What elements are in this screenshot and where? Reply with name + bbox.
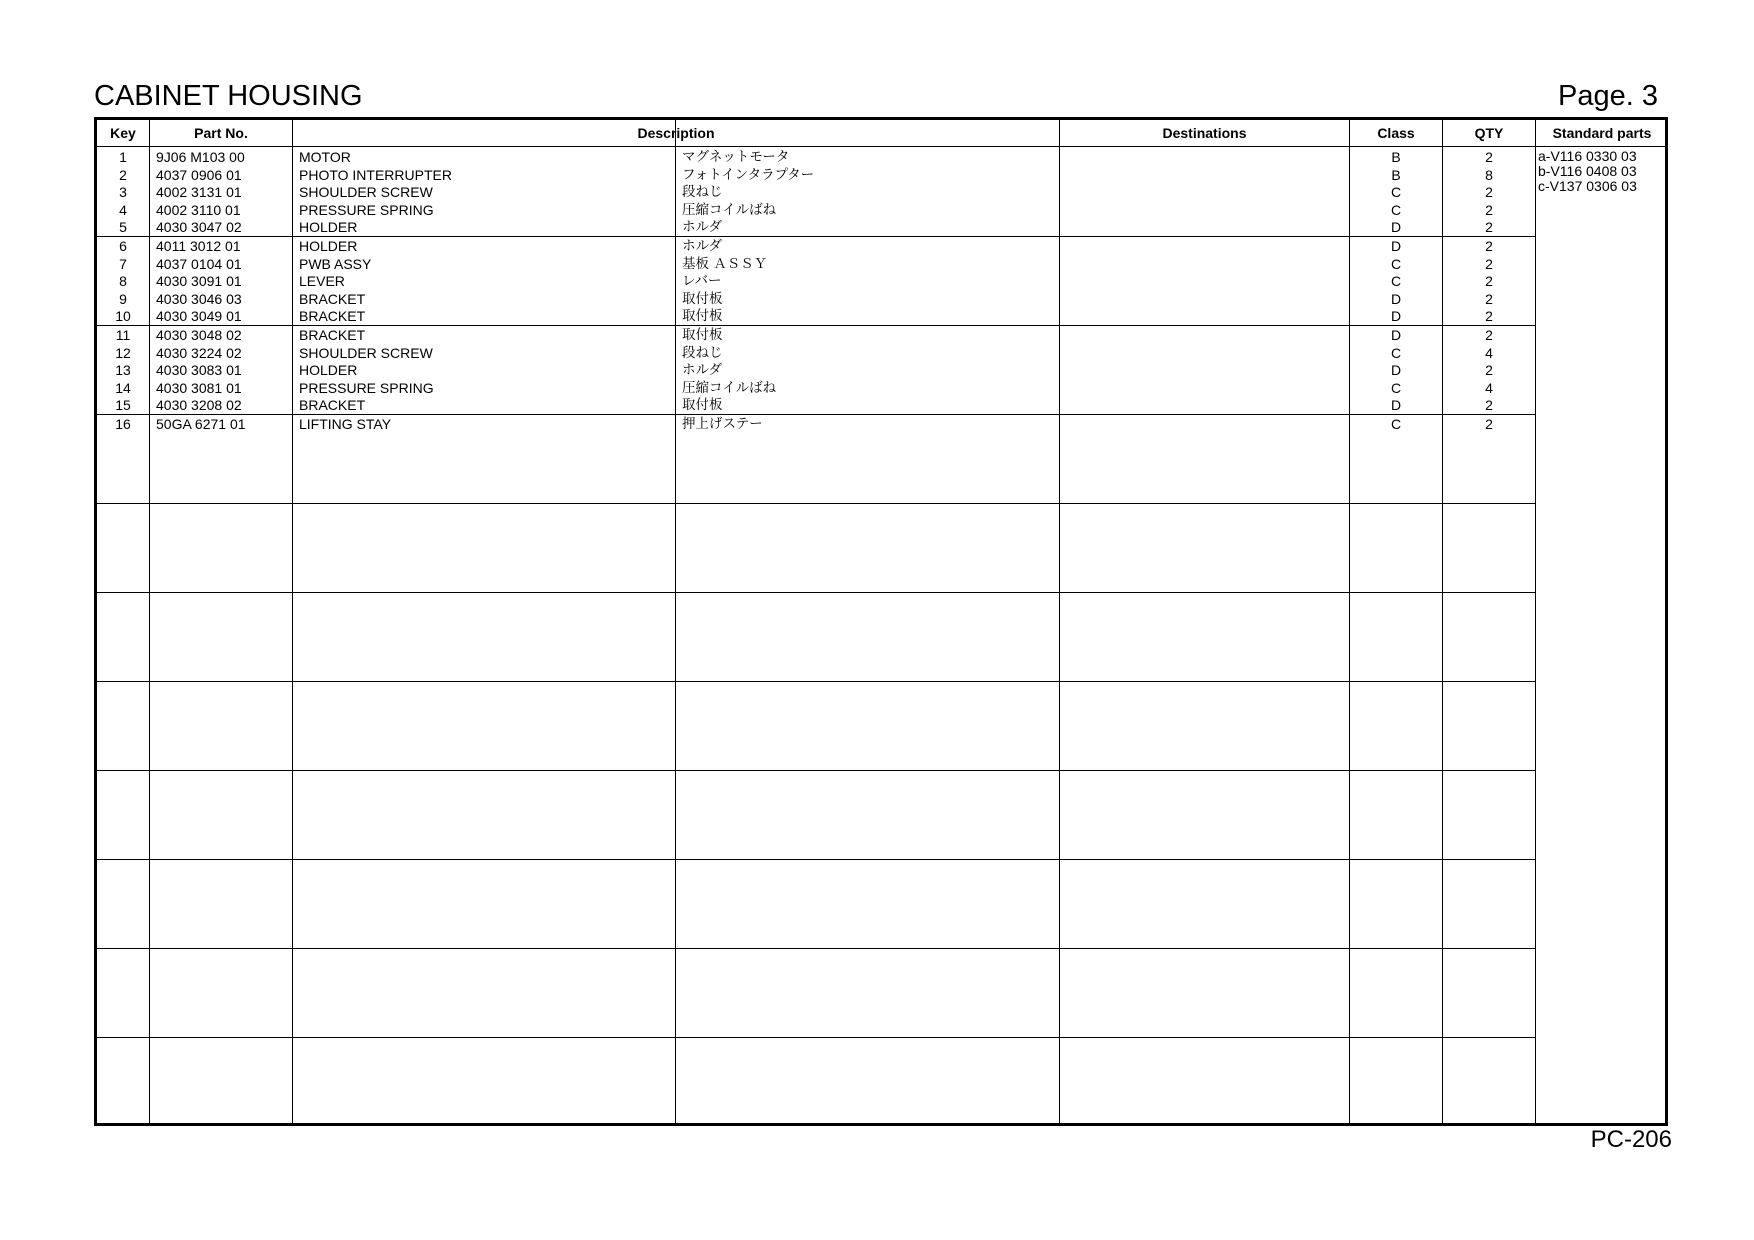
group-divider [97,948,1535,949]
part-no-cell: 4030 3083 01 [156,362,242,378]
table-row [97,255,1665,273]
key-cell: 3 [119,184,127,200]
key-cell: 1 [119,149,127,165]
standard-part: b-V116 0408 03 [1538,163,1637,179]
group-divider [97,770,1535,771]
class-cell: D [1390,397,1402,413]
description-ja-cell: 基板 ＡＳＳＹ [682,256,768,272]
key-cell: 14 [115,380,131,396]
header-description: Description [637,125,715,141]
class-cell: C [1390,416,1402,432]
description-en-cell: BRACKET [299,291,366,307]
key-cell: 11 [115,327,131,343]
description-ja-cell: 取付板 [682,308,723,324]
standard-parts-list [1538,149,1637,194]
qty-cell: 2 [1485,327,1493,343]
qty-cell: 2 [1485,291,1493,307]
class-cell: B [1391,149,1401,165]
table-row [97,148,1665,166]
qty-cell: 2 [1485,184,1493,200]
description-ja-cell: 段ねじ [682,184,723,200]
page-title: CABINET HOUSING [94,80,363,112]
description-en-cell: PRESSURE SPRING [299,202,434,218]
table-row [97,201,1665,219]
part-no-cell: 4037 0906 01 [156,167,242,183]
key-cell: 6 [119,238,127,254]
description-ja-cell: 取付板 [682,327,723,343]
table-row [97,361,1665,379]
class-cell: B [1391,167,1401,183]
key-cell: 15 [115,397,131,413]
table-row [97,415,1665,433]
qty-cell: 2 [1485,256,1493,272]
qty-cell: 2 [1485,202,1493,218]
table-row [97,183,1665,201]
description-ja-cell: レバー [682,273,722,289]
description-ja-cell: 段ねじ [682,345,723,361]
part-no-cell: 4030 3047 02 [156,219,242,235]
part-no-cell: 4030 3048 02 [156,327,242,343]
part-no-cell: 50GA 6271 01 [156,416,246,432]
header-standard-parts: Standard parts [1552,125,1652,141]
group-divider [97,859,1535,860]
description-ja-cell: ホルダ [682,238,722,254]
standard-part: a-V116 0330 03 [1538,148,1637,164]
key-cell: 8 [119,273,127,289]
header-class: Class [1377,125,1415,141]
description-ja-cell: 圧縮コイルばね [682,380,777,396]
part-no-cell: 4030 3091 01 [156,273,242,289]
key-cell: 2 [119,167,127,183]
qty-cell: 2 [1485,308,1493,324]
table-row [97,344,1665,362]
table-row [97,218,1665,236]
description-ja-cell: 圧縮コイルばね [682,202,777,218]
header-part-no: Part No. [194,125,248,141]
description-en-cell: LEVER [299,273,345,289]
qty-cell: 2 [1485,149,1493,165]
group-divider [97,503,1535,504]
table-row [97,237,1665,255]
table-row [97,163,1665,184]
key-cell: 16 [115,416,131,432]
part-no-cell: 4011 3012 01 [156,238,241,254]
qty-cell: 2 [1485,219,1493,235]
class-cell: C [1390,202,1402,218]
part-no-cell: 4037 0104 01 [156,256,242,272]
table-row [97,307,1665,325]
class-cell: D [1390,238,1402,254]
part-no-cell: 4030 3081 01 [156,380,242,396]
description-en-cell: PHOTO INTERRUPTER [299,167,452,183]
group-divider [97,681,1535,682]
key-cell: 7 [119,256,127,272]
document-code: PC-206 [1590,1126,1672,1153]
part-no-cell: 9J06 M103 00 [156,149,245,165]
description-ja-cell: ホルダ [682,219,722,235]
description-en-cell: BRACKET [299,397,366,413]
header-qty: QTY [1474,125,1504,141]
class-cell: D [1390,219,1402,235]
description-ja-cell: マグネットモータ [682,149,790,165]
class-cell: D [1390,362,1402,378]
key-cell: 13 [115,362,131,378]
qty-cell: 8 [1485,167,1493,183]
class-cell: D [1390,291,1402,307]
qty-cell: 2 [1485,273,1493,289]
qty-cell: 4 [1485,345,1493,361]
part-no-cell: 4030 3046 03 [156,291,242,307]
description-ja-cell: 取付板 [682,291,723,307]
description-en-cell: SHOULDER SCREW [299,345,433,361]
table-row [97,396,1665,414]
description-en-cell: SHOULDER SCREW [299,184,433,200]
table-row [97,272,1665,290]
description-en-cell: BRACKET [299,308,366,324]
description-ja-cell: 押上げステー [682,416,763,432]
header-key: Key [110,125,136,141]
table-row [97,326,1665,344]
part-no-cell: 4030 3049 01 [156,308,242,324]
table-row [97,290,1665,308]
parts-table [94,117,1668,1126]
description-en-cell: HOLDER [299,238,358,254]
class-cell: C [1390,273,1402,289]
description-en-cell: BRACKET [299,327,366,343]
description-en-cell: HOLDER [299,219,358,235]
part-no-cell: 4002 3110 01 [156,202,241,218]
description-en-cell: MOTOR [299,149,351,165]
description-en-cell: LIFTING STAY [299,416,392,432]
qty-cell: 2 [1485,397,1493,413]
part-no-cell: 4030 3224 02 [156,345,242,361]
part-no-cell: 4002 3131 01 [156,184,242,200]
key-cell: 5 [119,219,127,235]
class-cell: C [1390,184,1402,200]
key-cell: 9 [119,291,127,307]
key-cell: 10 [115,308,131,324]
class-cell: D [1390,308,1402,324]
description-en-cell: PWB ASSY [299,256,372,272]
key-cell: 4 [119,202,127,218]
header-destinations: Destinations [1162,125,1247,141]
group-divider [97,592,1535,593]
key-cell: 12 [115,345,131,361]
standard-part: c-V137 0306 03 [1538,178,1637,194]
description-en-cell: PRESSURE SPRING [299,380,434,396]
qty-cell: 2 [1485,238,1493,254]
table-row [97,379,1665,397]
qty-cell: 2 [1485,362,1493,378]
class-cell: D [1390,327,1402,343]
description-ja-cell: フォトインタラプター [682,167,815,183]
header-divider [97,146,1665,147]
description-ja-cell: 取付板 [682,397,723,413]
qty-cell: 4 [1485,380,1493,396]
part-no-cell: 4030 3208 02 [156,397,242,413]
class-cell: C [1390,345,1402,361]
page-number: Page. 3 [1558,80,1658,112]
class-cell: C [1390,380,1402,396]
description-ja-cell: ホルダ [682,362,722,378]
class-cell: C [1390,256,1402,272]
group-divider [97,1037,1535,1038]
description-en-cell: HOLDER [299,362,358,378]
qty-cell: 2 [1485,416,1493,432]
